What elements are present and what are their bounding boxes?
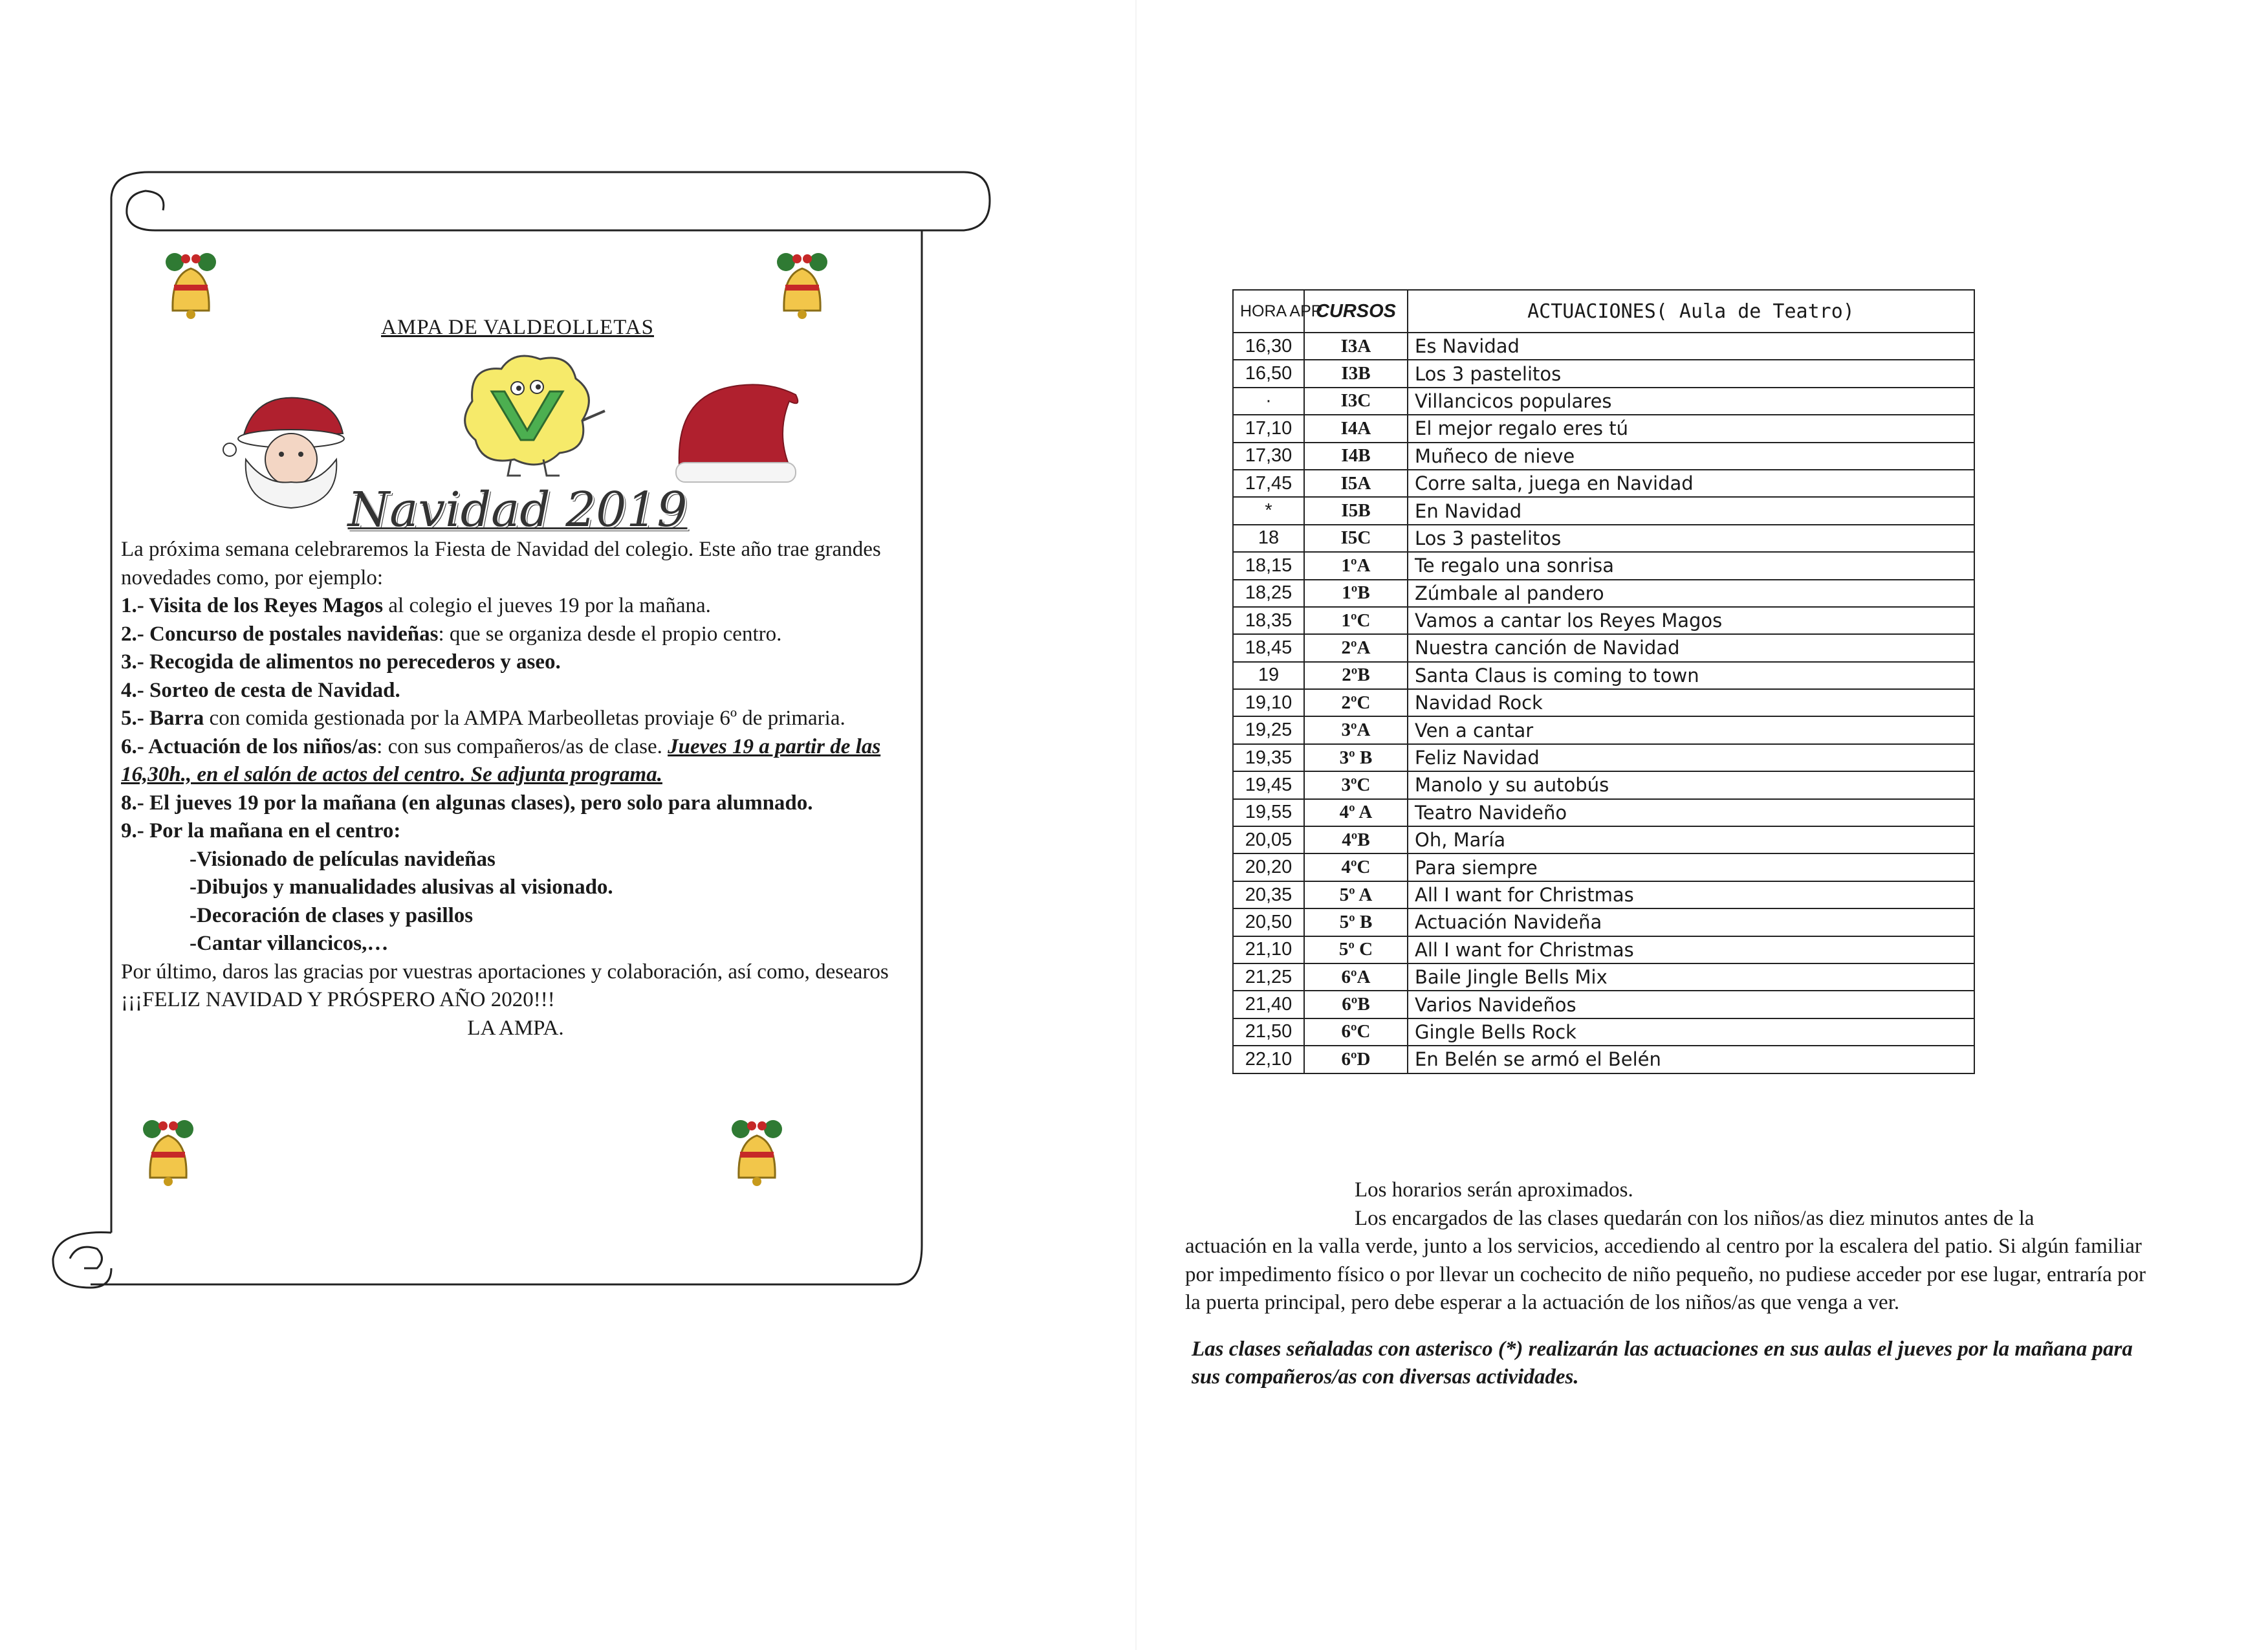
cell-curso: 4ºC — [1304, 853, 1408, 881]
note-line: Los horarios serán aproximados. — [1355, 1178, 1633, 1202]
cell-curso: 2ºB — [1304, 662, 1408, 689]
cell-curso: 4ºB — [1304, 826, 1408, 853]
table-row — [1233, 333, 1974, 360]
sub-list-item: -Decoración de clases y pasillos — [190, 903, 474, 927]
cell-hora: * — [1233, 497, 1304, 524]
table-row — [1233, 1018, 1974, 1046]
table-row — [1233, 497, 1974, 524]
table-row — [1233, 936, 1974, 963]
bell-icon — [777, 253, 827, 319]
cell-actuacion: En Navidad — [1408, 497, 1974, 524]
cell-actuacion: All I want for Christmas — [1408, 936, 1974, 963]
cell-curso: 5º C — [1304, 936, 1408, 963]
cell-actuacion: Villancicos populares — [1408, 388, 1974, 415]
cell-actuacion: Feliz Navidad — [1408, 744, 1974, 771]
table-row — [1233, 470, 1974, 497]
column-header-cursos: CURSOS — [1304, 290, 1408, 333]
sub-list-item: -Visionado de películas navideñas — [190, 847, 496, 871]
table-row — [1233, 771, 1974, 798]
table-row — [1233, 799, 1974, 826]
cell-hora: · — [1233, 388, 1304, 415]
cell-actuacion: Para siempre — [1408, 853, 1974, 881]
cell-actuacion: Los 3 pastelitos — [1408, 360, 1974, 387]
cell-curso: I4B — [1304, 443, 1408, 470]
table-row — [1233, 689, 1974, 716]
table-row — [1233, 552, 1974, 579]
sub-list-item: -Cantar villancicos,… — [190, 932, 389, 955]
cell-actuacion: Corre salta, juega en Navidad — [1408, 470, 1974, 497]
cell-actuacion: El mejor regalo eres tú — [1408, 415, 1974, 442]
table-row — [1233, 415, 1974, 442]
table-row — [1233, 443, 1974, 470]
cell-actuacion: Nuestra canción de Navidad — [1408, 634, 1974, 661]
cell-actuacion: En Belén se armó el Belén — [1408, 1046, 1974, 1073]
table-row — [1233, 881, 1974, 908]
cell-curso: 6ºB — [1304, 991, 1408, 1018]
school-mascot-logo — [465, 356, 605, 476]
cell-hora: 18,15 — [1233, 552, 1304, 579]
cell-hora: 18,45 — [1233, 634, 1304, 661]
list-item: 5.- Barra con comida gestionada por la AMPA Marbeolletas proviaje 6º de primaria. — [121, 707, 845, 730]
cell-hora: 19,25 — [1233, 716, 1304, 743]
table-row — [1233, 525, 1974, 552]
cell-hora: 18,35 — [1233, 607, 1304, 634]
bell-icon — [143, 1120, 193, 1186]
cell-actuacion: All I want for Christmas — [1408, 881, 1974, 908]
cell-actuacion: Baile Jingle Bells Mix — [1408, 963, 1974, 991]
cell-hora: 21,25 — [1233, 963, 1304, 991]
cell-hora: 20,50 — [1233, 908, 1304, 936]
cell-actuacion: Manolo y su autobús — [1408, 771, 1974, 798]
cell-curso: 1ºC — [1304, 607, 1408, 634]
note-paragraph: actuación en la valla verde, junto a los servicios, accediendo al centro por la escalera del patio. Si algún familiar por impedimento físico o por llevar un cochecito de niño pequeño, no pudiese acceder por ese lugar, entraría por la puerta principal, pero debe esperar a la actuación de los niños/as que venga a ver. — [1185, 1235, 2146, 1314]
table-header-row — [1233, 290, 1974, 333]
table-row — [1233, 853, 1974, 881]
cell-curso: 2ºA — [1304, 634, 1408, 661]
cell-hora: 19,10 — [1233, 689, 1304, 716]
list-item: 8.- El jueves 19 por la mañana (en algunas clases), pero solo para alumnado. — [121, 791, 813, 815]
table-row — [1233, 388, 1974, 415]
cell-curso: 6ºD — [1304, 1046, 1408, 1073]
cell-hora: 18,25 — [1233, 580, 1304, 607]
cell-actuacion: Muñeco de nieve — [1408, 443, 1974, 470]
cell-hora: 17,10 — [1233, 415, 1304, 442]
santa-hat-icon — [676, 384, 798, 482]
list-item: 1.- Visita de los Reyes Magos al colegio el jueves 19 por la mañana. — [121, 594, 711, 617]
list-item: 3.- Recogida de alimentos no perecederos y aseo. — [121, 650, 561, 674]
cell-hora: 20,05 — [1233, 826, 1304, 853]
asterisk-note: Las clases señaladas con asterisco (*) realizarán las actuaciones en sus aulas el jueves por la mañana para sus compañeros/as con diversas actividades. — [1192, 1337, 2133, 1389]
table-row — [1233, 826, 1974, 853]
list-item: 4.- Sorteo de cesta de Navidad. — [121, 678, 400, 702]
signature: LA AMPA. — [467, 1016, 564, 1040]
list-item: 9.- Por la mañana en el centro: — [121, 819, 401, 842]
cell-hora: 17,45 — [1233, 470, 1304, 497]
cell-hora: 18 — [1233, 525, 1304, 552]
table-row — [1233, 607, 1974, 634]
cell-curso: I5A — [1304, 470, 1408, 497]
cell-hora: 22,10 — [1233, 1046, 1304, 1073]
cell-curso: 1ºA — [1304, 552, 1408, 579]
table-row — [1233, 360, 1974, 387]
bell-icon — [732, 1120, 782, 1186]
bell-icon — [166, 253, 216, 319]
announcement-body — [121, 536, 910, 1042]
cell-hora: 19,35 — [1233, 744, 1304, 771]
table-row — [1233, 908, 1974, 936]
cell-curso: I3B — [1304, 360, 1408, 387]
organization-title: AMPA DE VALDEOLLETAS — [381, 316, 654, 339]
cell-actuacion: Actuación Navideña — [1408, 908, 1974, 936]
table-row — [1233, 634, 1974, 661]
cell-actuacion: Teatro Navideño — [1408, 799, 1974, 826]
table-row — [1233, 744, 1974, 771]
cell-curso: 6ºC — [1304, 1018, 1408, 1046]
sub-list-item: -Dibujos y manualidades alusivas al visionado. — [190, 875, 613, 899]
column-header-actuaciones: ACTUACIONES( Aula de Teatro) — [1408, 290, 1974, 333]
cell-curso: 3ºC — [1304, 771, 1408, 798]
cell-hora: 20,35 — [1233, 881, 1304, 908]
table-row — [1233, 716, 1974, 743]
schedule-body — [1233, 333, 1974, 1073]
column-header-hora: HORA APR. — [1233, 290, 1304, 333]
cell-hora: 19,45 — [1233, 771, 1304, 798]
schedule-table — [1232, 289, 1975, 1074]
list-item: 2.- Concurso de postales navideñas: que se organiza desde el propio centro. — [121, 622, 782, 646]
intro-paragraph: La próxima semana celebraremos la Fiesta de Navidad del colegio. Este año trae grandes novedades como, por ejemplo: — [121, 538, 881, 589]
table-row — [1233, 580, 1974, 607]
cell-curso: I3C — [1304, 388, 1408, 415]
list-item: 6.- Actuación de los niños/as: con sus compañeros/as de clase. Jueves 19 a partir de las 16,30h., en el salón de actos del centro. Se adjunta programa. — [121, 734, 881, 786]
cell-hora: 21,40 — [1233, 991, 1304, 1018]
cell-curso: I5B — [1304, 497, 1408, 524]
cell-curso: I3A — [1304, 333, 1408, 360]
cell-curso: 4º A — [1304, 799, 1408, 826]
cell-actuacion: Ven a cantar — [1408, 716, 1974, 743]
closing-paragraph: Por último, daros las gracias por vuestras aportaciones y colaboración, así como, desearos ¡¡¡FELIZ NAVIDAD Y PRÓSPERO AÑO 2020!!! — [121, 960, 889, 1011]
cell-curso: 2ºC — [1304, 689, 1408, 716]
page-heading: Navidad 2019 — [347, 482, 688, 538]
cell-actuacion: Los 3 pastelitos — [1408, 525, 1974, 552]
cell-hora: 20,20 — [1233, 853, 1304, 881]
note-line: Los encargados de las clases quedarán con los niños/as diez minutos antes de la — [1355, 1206, 2034, 1230]
cell-hora: 21,10 — [1233, 936, 1304, 963]
cell-curso: I5C — [1304, 525, 1408, 552]
cell-curso: 1ºB — [1304, 580, 1408, 607]
cell-hora: 16,50 — [1233, 360, 1304, 387]
cell-curso: 5º A — [1304, 881, 1408, 908]
table-row — [1233, 662, 1974, 689]
notes-section — [1185, 1176, 2149, 1392]
cell-curso: 6ºA — [1304, 963, 1408, 991]
cell-actuacion: Oh, María — [1408, 826, 1974, 853]
cell-actuacion: Varios Navideños — [1408, 991, 1974, 1018]
cell-actuacion: Gingle Bells Rock — [1408, 1018, 1974, 1046]
table-row — [1233, 1046, 1974, 1073]
cell-actuacion: Te regalo una sonrisa — [1408, 552, 1974, 579]
table-row — [1233, 963, 1974, 991]
cell-actuacion: Navidad Rock — [1408, 689, 1974, 716]
cell-curso: 3º B — [1304, 744, 1408, 771]
cell-actuacion: Es Navidad — [1408, 333, 1974, 360]
cell-curso: 5º B — [1304, 908, 1408, 936]
cell-hora: 19,55 — [1233, 799, 1304, 826]
cell-actuacion: Zúmbale al pandero — [1408, 580, 1974, 607]
cell-actuacion: Vamos a cantar los Reyes Magos — [1408, 607, 1974, 634]
cell-hora: 16,30 — [1233, 333, 1304, 360]
table-row — [1233, 991, 1974, 1018]
cell-hora: 17,30 — [1233, 443, 1304, 470]
cell-actuacion: Santa Claus is coming to town — [1408, 662, 1974, 689]
cell-curso: I4A — [1304, 415, 1408, 442]
cell-hora: 19 — [1233, 662, 1304, 689]
cell-curso: 3ºA — [1304, 716, 1408, 743]
cell-hora: 21,50 — [1233, 1018, 1304, 1046]
